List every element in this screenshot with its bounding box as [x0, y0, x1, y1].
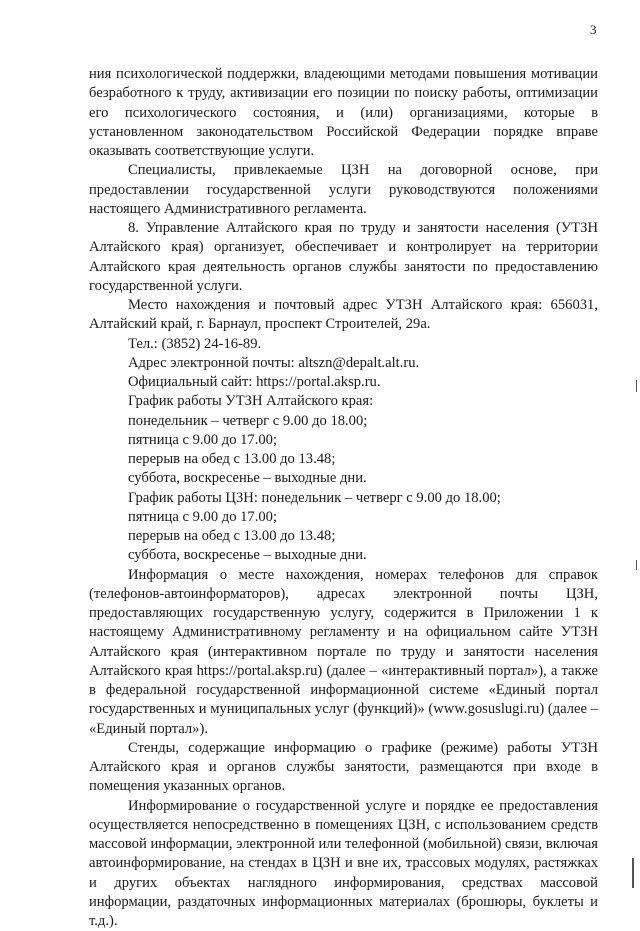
paragraph-address: Место нахождения и почтовый адрес УТЗН Алтайского края: 656031, Алтайский край, г. Барнаул, проспект Строителей, 29а. [89, 296, 598, 335]
line-czn-weekend: суббота, воскресенье – выходные дни. [89, 546, 598, 565]
document-body [89, 65, 598, 931]
paragraph-stands: Стенды, содержащие информацию о графике (режиме) работы УТЗН Алтайского края и органов службы занятости, размещаются при входе в помещения указанных органов. [89, 739, 598, 797]
line-utzn-friday: пятница с 9.00 до 17.00; [89, 431, 598, 450]
line-utzn-mon-thu: понедельник – четверг с 9.00 до 18.00; [89, 412, 598, 431]
line-email: Адрес электронной почты: altszn@depalt.alt.ru. [89, 354, 598, 373]
paragraph-contract-specialists: Специалисты, привлекаемые ЦЗН на договорной основе, при предоставлении государственной услуги руководствуются положениями настоящего Административного регламента. [89, 161, 598, 219]
line-czn-schedule: График работы ЦЗН: понедельник – четверг с 9.00 до 18.00; [89, 489, 598, 508]
line-czn-friday: пятница с 9.00 до 17.00; [89, 508, 598, 527]
line-czn-lunch: перерыв на обед с 13.00 до 13.48; [89, 527, 598, 546]
scan-edge-mark [636, 380, 637, 392]
line-utzn-lunch: перерыв на обед с 13.00 до 13.48; [89, 450, 598, 469]
line-utzn-schedule-title: График работы УТЗН Алтайского края: [89, 392, 598, 411]
scan-edge-mark [636, 560, 637, 570]
page-number: 3 [590, 22, 597, 38]
paragraph-motivation-continuation: ния психологической поддержки, владеющими методами повышения мотивации безработного к труду, активизации его позиции по поиску работы, оптимизации его психологического состояния, и (или) организациями, которые в установленном законодательством Российской Федерации порядке вправе оказывать соответствующие услуги. [89, 65, 598, 161]
line-website: Официальный сайт: https://portal.aksp.ru. [89, 373, 598, 392]
paragraph-item-8: 8. Управление Алтайского края по труду и занятости населения (УТЗН Алтайского края) организует, обеспечивает и контролирует на территории Алтайского края деятельность органов службы занятости по предоставлению государственной услуги. [89, 219, 598, 296]
line-phone: Тел.: (3852) 24-16-89. [89, 335, 598, 354]
paragraph-informing: Информирование о государственной услуге и порядке ее предоставления осуществляется непосредственно в помещениях ЦЗН, с использованием средств массовой информации, электронной или телефонной (мобильной) связи, включая автоинформирование, на стендах в ЦЗН и вне их, трассовых модулях, растяжках и других объектах наглядного информирования, средствах массовой информации, раздаточных информационных материалах (брошюры, буклеты и т.д.). [89, 797, 598, 931]
scan-edge-mark [632, 858, 634, 888]
paragraph-contact-info: Информация о месте нахождения, номерах телефонов для справок (телефонов-автоинформаторов), адресах электронной почты ЦЗН, предоставляющих государственную услугу, содержится в Приложении 1 к настоящему Административному регламенту и на официальном сайте УТЗН Алтайского края (интерактивном портале по труду и занятости населения Алтайского края https://portal.aksp.ru) (далее – «интерактивный портал»), а также в федеральной государственной информационной системе «Единый портал государственных и муниципальных услуг (функций)» (www.gosuslugi.ru) (далее – «Единый портал»). [89, 566, 598, 739]
line-utzn-weekend: суббота, воскресенье – выходные дни. [89, 469, 598, 488]
